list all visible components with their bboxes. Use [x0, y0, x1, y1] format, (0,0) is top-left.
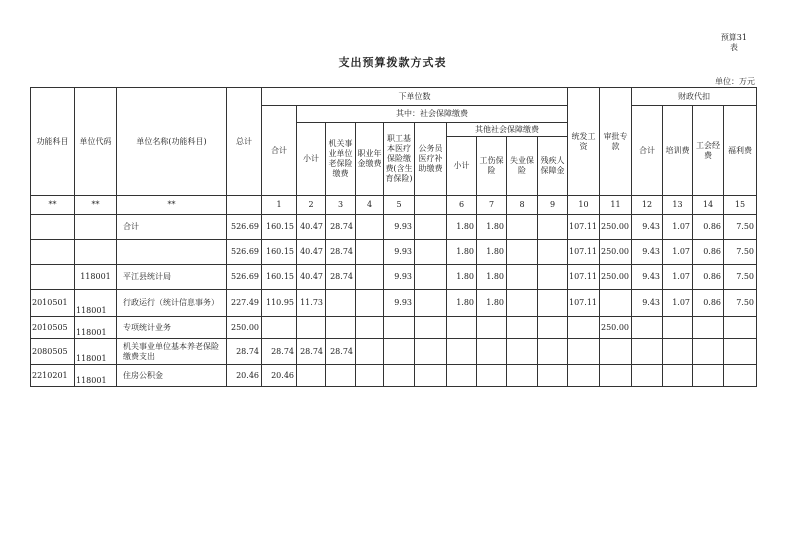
index-cell [415, 196, 447, 215]
value-cell: 0.86 [693, 265, 724, 290]
value-cell [568, 365, 600, 387]
value-cell [693, 317, 724, 339]
table-code-note [721, 33, 747, 53]
value-cell: 1.07 [663, 215, 693, 240]
value-cell [415, 365, 447, 387]
value-cell [632, 365, 663, 387]
table-row [31, 339, 757, 365]
value-cell: 9.93 [384, 240, 415, 265]
index-cell: 6 [447, 196, 477, 215]
index-cell: 7 [477, 196, 507, 215]
value-cell: 1.80 [447, 290, 477, 317]
value-cell [477, 365, 507, 387]
value-cell: 40.47 [297, 240, 326, 265]
unit-name-cell: 机关事业单位基本养老保险缴费支出 [117, 339, 227, 365]
header-medical: 职工基本医疗保险缴费(含生育保险) [384, 123, 415, 196]
value-cell: 526.69 [227, 265, 262, 290]
header-total: 总计 [227, 88, 262, 196]
value-cell [632, 339, 663, 365]
value-cell [538, 339, 568, 365]
value-cell: 1.80 [477, 290, 507, 317]
value-cell: 0.86 [693, 215, 724, 240]
value-cell [538, 240, 568, 265]
value-cell: 28.74 [326, 339, 356, 365]
unit-code-cell: 118001 [75, 317, 117, 339]
header-lower-unit: 下单位数 [262, 88, 568, 106]
value-cell [477, 317, 507, 339]
budget-table [30, 87, 757, 387]
index-cell: 14 [693, 196, 724, 215]
value-cell [600, 339, 632, 365]
unit-label: 单位：万元 [715, 77, 755, 86]
value-cell [262, 317, 297, 339]
index-cell: 2 [297, 196, 326, 215]
func-subject-cell: 2080505 [31, 339, 75, 365]
value-cell: 28.74 [326, 240, 356, 265]
value-cell: 11.73 [297, 290, 326, 317]
value-cell: 9.93 [384, 265, 415, 290]
index-cell: ** [75, 196, 117, 215]
index-cell: 4 [356, 196, 384, 215]
unit-name-cell: 平江县统计局 [117, 265, 227, 290]
value-cell: 250.00 [600, 215, 632, 240]
table-row [31, 290, 757, 317]
func-subject-cell [31, 215, 75, 240]
header-unemployment: 失业保险 [507, 137, 538, 196]
header-disabled: 残疾人保障金 [538, 137, 568, 196]
value-cell: 9.43 [632, 290, 663, 317]
index-cell: 5 [384, 196, 415, 215]
unit-name-cell [117, 240, 227, 265]
unit-code-cell: 118001 [75, 290, 117, 317]
value-cell [663, 317, 693, 339]
header-civil-medical: 公务员医疗补助缴费 [415, 123, 447, 196]
value-cell: 40.47 [297, 265, 326, 290]
header-fiscal-agent: 财政代扣 [632, 88, 757, 106]
value-cell [447, 339, 477, 365]
value-cell [538, 215, 568, 240]
value-cell [326, 365, 356, 387]
value-cell: 28.74 [326, 215, 356, 240]
header-injury: 工伤保险 [477, 137, 507, 196]
table-row [31, 317, 757, 339]
func-subject-cell [31, 240, 75, 265]
index-cell: 8 [507, 196, 538, 215]
unit-code-cell [75, 215, 117, 240]
value-cell: 160.15 [262, 240, 297, 265]
value-cell: 250.00 [600, 240, 632, 265]
table-code-line1: 预算31 [720, 33, 747, 42]
value-cell [415, 290, 447, 317]
value-cell [507, 290, 538, 317]
value-cell [724, 317, 757, 339]
unit-name-cell: 专项统计业务 [117, 317, 227, 339]
value-cell [297, 365, 326, 387]
header-subtotal: 合计 [262, 106, 297, 196]
index-cell: 9 [538, 196, 568, 215]
value-cell [663, 339, 693, 365]
value-cell [415, 265, 447, 290]
value-cell: 107.11 [568, 265, 600, 290]
value-cell [356, 317, 384, 339]
header-training: 培训费 [663, 106, 693, 196]
index-cell: 1 [262, 196, 297, 215]
value-cell: 1.07 [663, 265, 693, 290]
value-cell [477, 339, 507, 365]
value-cell [538, 265, 568, 290]
value-cell: 7.50 [724, 215, 757, 240]
value-cell: 1.80 [477, 240, 507, 265]
value-cell [356, 339, 384, 365]
value-cell [297, 317, 326, 339]
value-cell: 1.80 [447, 240, 477, 265]
value-cell [356, 240, 384, 265]
value-cell: 28.74 [326, 265, 356, 290]
value-cell [384, 317, 415, 339]
value-cell [693, 365, 724, 387]
value-cell [384, 339, 415, 365]
value-cell: 110.95 [262, 290, 297, 317]
value-cell: 9.93 [384, 215, 415, 240]
value-cell: 1.07 [663, 290, 693, 317]
value-cell [507, 339, 538, 365]
value-cell [600, 365, 632, 387]
value-cell: 9.43 [632, 240, 663, 265]
value-cell [724, 365, 757, 387]
func-subject-cell: 2010505 [31, 317, 75, 339]
value-cell [693, 339, 724, 365]
page-title: 支出预算拨款方式表 [338, 56, 447, 69]
table-code-line2: 表 [729, 43, 738, 52]
value-cell [415, 317, 447, 339]
value-cell: 107.11 [568, 215, 600, 240]
value-cell [356, 265, 384, 290]
index-cell: 11 [600, 196, 632, 215]
value-cell: 9.43 [632, 215, 663, 240]
value-cell: 250.00 [227, 317, 262, 339]
header-social-security: 其中：社会保障缴费 [297, 106, 568, 123]
value-cell: 1.80 [477, 215, 507, 240]
value-cell [447, 365, 477, 387]
value-cell [568, 339, 600, 365]
value-cell [415, 240, 447, 265]
value-cell [356, 215, 384, 240]
index-cell [227, 196, 262, 215]
index-cell: 12 [632, 196, 663, 215]
header-func-subject: 功能科目 [31, 88, 75, 196]
header-unit-code: 单位代码 [75, 88, 117, 196]
unit-name-cell: 住房公积金 [117, 365, 227, 387]
value-cell: 160.15 [262, 215, 297, 240]
value-cell: 227.49 [227, 290, 262, 317]
value-cell: 250.00 [600, 317, 632, 339]
header-salary: 统发工资 [568, 88, 600, 196]
value-cell: 107.11 [568, 240, 600, 265]
value-cell [507, 317, 538, 339]
value-cell: 1.80 [447, 265, 477, 290]
header-unit-name: 单位名称(功能科目) [117, 88, 227, 196]
value-cell: 9.43 [632, 265, 663, 290]
header-welfare: 福利费 [724, 106, 757, 196]
value-cell: 0.86 [693, 290, 724, 317]
value-cell [568, 317, 600, 339]
value-cell [447, 317, 477, 339]
index-cell: 13 [663, 196, 693, 215]
header-fa-subtotal: 合计 [632, 106, 663, 196]
value-cell: 1.07 [663, 240, 693, 265]
index-cell: ** [31, 196, 75, 215]
header-other-ss: 其他社会保障缴费 [447, 123, 568, 137]
value-cell: 28.74 [227, 339, 262, 365]
value-cell: 526.69 [227, 240, 262, 265]
header-other-subtotal: 小计 [447, 137, 477, 196]
value-cell: 28.74 [297, 339, 326, 365]
value-cell [415, 215, 447, 240]
unit-name-cell: 行政运行（统计信息事务） [117, 290, 227, 317]
header-pension: 机关事业单位老保险缴费 [326, 123, 356, 196]
value-cell: 526.69 [227, 215, 262, 240]
value-cell: 20.46 [227, 365, 262, 387]
value-cell: 7.50 [724, 265, 757, 290]
func-subject-cell: 2010501 [31, 290, 75, 317]
value-cell [507, 365, 538, 387]
value-cell: 160.15 [262, 265, 297, 290]
value-cell [356, 365, 384, 387]
index-cell: 15 [724, 196, 757, 215]
value-cell [326, 290, 356, 317]
header-annuity: 职业年金缴费 [356, 123, 384, 196]
value-cell [724, 339, 757, 365]
value-cell [415, 339, 447, 365]
value-cell [632, 317, 663, 339]
value-cell: 7.50 [724, 240, 757, 265]
value-cell: 0.86 [693, 240, 724, 265]
value-cell [384, 365, 415, 387]
value-cell [507, 240, 538, 265]
value-cell: 250.00 [600, 265, 632, 290]
unit-code-cell: 118001 [75, 365, 117, 387]
index-cell: 10 [568, 196, 600, 215]
value-cell [326, 317, 356, 339]
unit-code-cell [75, 240, 117, 265]
value-cell [663, 365, 693, 387]
value-cell: 28.74 [262, 339, 297, 365]
table-row [31, 240, 757, 265]
value-cell [356, 290, 384, 317]
value-cell [538, 290, 568, 317]
value-cell: 9.93 [384, 290, 415, 317]
table-row [31, 265, 757, 290]
table-row [31, 215, 757, 240]
value-cell: 40.47 [297, 215, 326, 240]
func-subject-cell: 2210201 [31, 365, 75, 387]
header-special: 审批专款 [600, 88, 632, 196]
unit-code-cell: 118001 [75, 265, 117, 290]
value-cell [507, 215, 538, 240]
func-subject-cell [31, 265, 75, 290]
header-ss-subtotal: 小计 [297, 123, 326, 196]
unit-code-cell: 118001 [75, 339, 117, 365]
unit-name-cell: 合计 [117, 215, 227, 240]
value-cell: 1.80 [447, 215, 477, 240]
header-union: 工会经费 [693, 106, 724, 196]
value-cell [538, 365, 568, 387]
value-cell [538, 317, 568, 339]
value-cell: 1.80 [477, 265, 507, 290]
value-cell: 20.46 [262, 365, 297, 387]
value-cell: 107.11 [568, 290, 600, 317]
table-row [31, 365, 757, 387]
index-cell: ** [117, 196, 227, 215]
index-row [31, 196, 757, 215]
value-cell [600, 290, 632, 317]
index-cell: 3 [326, 196, 356, 215]
value-cell: 7.50 [724, 290, 757, 317]
value-cell [507, 265, 538, 290]
